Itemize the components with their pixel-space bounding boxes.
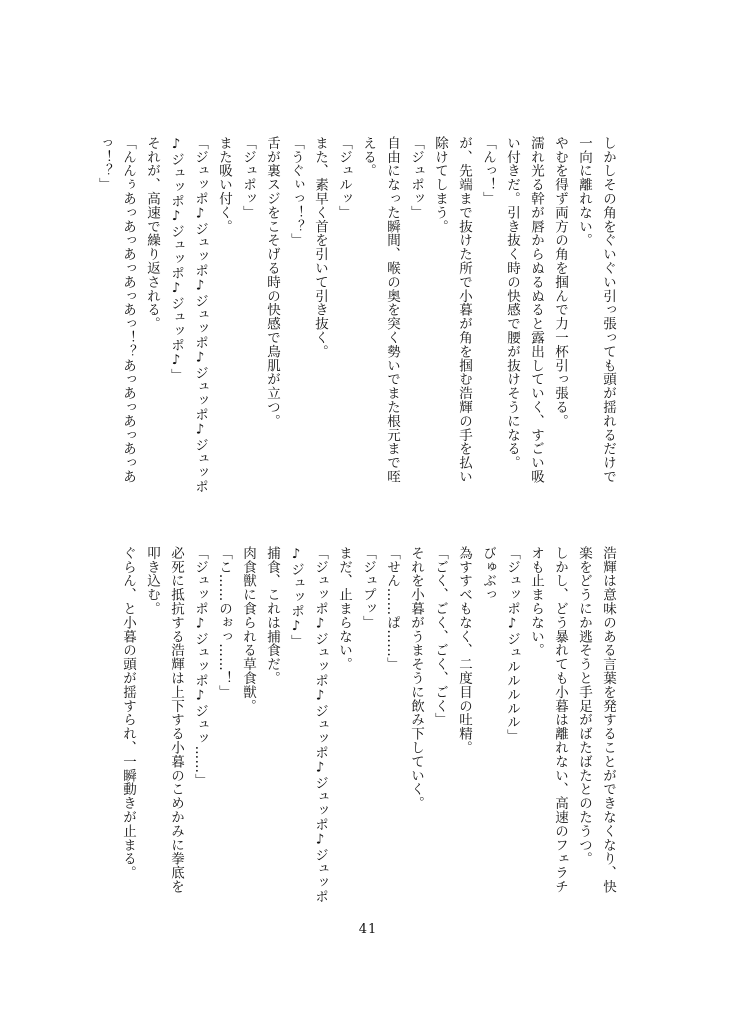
- text-line: 必死に抵抗する浩輝は上下する小暮のこめかみに拳底を: [168, 546, 184, 894]
- text-line: まだ、止まらない。: [336, 546, 352, 672]
- text-line: が、先端まで抜けた所で小暮が角を掴む浩輝の手を払い: [456, 136, 472, 484]
- text-line: しかしその角をぐいぐい引っ張っても頭が揺れるだけで: [600, 136, 616, 484]
- text-line: 「ごく、ごく、ごく、ごく」: [432, 546, 448, 727]
- text-line: 濡れ光る幹が唇からぬるぬると露出していく、すごい吸: [528, 136, 544, 484]
- text-line: っ！？」: [96, 136, 112, 192]
- text-line: 「ジュッポ♪ジュルルルルル」: [504, 546, 520, 744]
- text-line: びゅぶっ: [480, 546, 496, 602]
- text-line: 肉食獣に食られる草食獣。: [240, 546, 256, 713]
- text-line: 「ジュポッ」: [240, 136, 256, 220]
- text-line: それが、高速で繰り返される。: [144, 136, 160, 331]
- text-line: える。: [360, 136, 376, 178]
- text-line: 舌が裏スジをこそげる時の快感で鳥肌が立つ。: [264, 136, 280, 428]
- text-line: 「ジュポッ」: [408, 136, 424, 220]
- text-line: 叩き込む。: [144, 546, 160, 616]
- text-line: オも止まらない。: [528, 546, 544, 658]
- text-line: 「ジュプッ」: [360, 546, 376, 630]
- text-line: 浩輝は意味のある言葉を発することができなくなり、快: [600, 546, 616, 894]
- text-line: 「せん……ぱ……」: [384, 546, 400, 672]
- text-line: い付きだ。引き抜く時の快感で腰が抜けそうになる。: [504, 136, 520, 470]
- text-line: それを小暮がうまそうに飲み下していく。: [408, 546, 424, 811]
- text-line: 「ジュッポ♪ジュッポ♪ジュッポ♪ジュッポ♪ジュッポ: [312, 546, 328, 904]
- text-line: また吸い付く。: [216, 136, 232, 234]
- text-line: 「うぐぃっ！？」: [288, 136, 304, 248]
- text-line: 「んっ！」: [480, 136, 496, 206]
- text-line: 「ジュッポ♪ジュッポ♪ジュッ……」: [192, 546, 208, 788]
- text-line: 除けてしまう。: [432, 136, 448, 234]
- text-line: 一向に離れない。: [576, 136, 592, 248]
- text-block-top: [96, 136, 620, 496]
- text-line: 「ジュルッ」: [336, 136, 352, 220]
- text-line: ♪ジュッポ♪ジュッポ♪ジュッポ♪」: [168, 136, 184, 383]
- text-line: 「んんぅあっあっあっあっあっ！？あっあっあっあっあ: [120, 136, 136, 484]
- text-line: やむを得ず両方の角を掴んで力一杯引っ張る。: [552, 136, 568, 428]
- text-line: また、素早く首を引いて引き抜く。: [312, 136, 328, 359]
- text-line: ぐらん、と小暮の頭が揺すられ、一瞬動きが止まる。: [120, 546, 136, 880]
- text-line: しかし、どう暴れても小暮は離れない、高速のフェラチ: [552, 546, 568, 894]
- text-line: 「ジュッポ♪ジュッポ♪ジュッポ♪ジュッポ♪ジュッポ: [192, 136, 208, 494]
- text-block-bottom: [100, 546, 620, 906]
- page-number: 41: [358, 922, 378, 937]
- text-line: 自由になった瞬間、喉の奥を突く勢いでまた根元まで咥: [384, 136, 400, 484]
- text-line: 楽をどうにか逃そうと手足がばたばたとのたうつ。: [576, 546, 592, 866]
- text-line: ♪ジュッポ♪」: [288, 546, 304, 649]
- text-line: 「こ……のぉっ……！」: [216, 546, 232, 699]
- text-line: 為すすべもなく、二度目の吐精。: [456, 546, 472, 755]
- text-line: 捕食、これは捕食だ。: [264, 546, 280, 685]
